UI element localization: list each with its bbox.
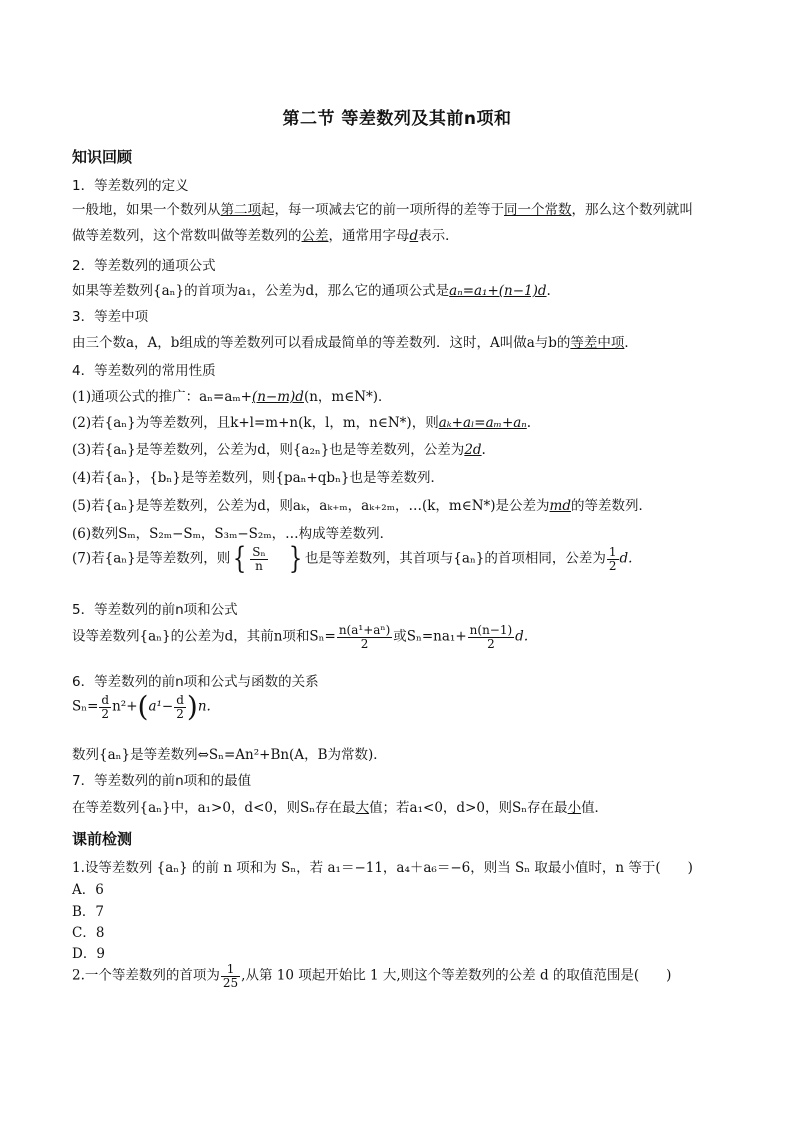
s3-line: 由三个数a，A，b组成的等差数列可以看成最简单的等差数列．这时，A叫做a与b的等差中项． <box>72 335 638 351</box>
s6-formula: Sₙ= $\frac{d}{2}$ n²+(a¹− $\frac{d}{2}$ )n. <box>72 690 211 723</box>
general-term-formula: aₙ=a₁+(n−1)d <box>449 283 547 299</box>
s2-title: 2．等差数列的通项公式 <box>72 258 216 274</box>
question-1-stem: 1.设等差数列 {aₙ} 的前 n 项和为 Sₙ，若 a₁＝−11，a₄＋a₆＝−6，则当 Sₙ 取最小值时，n 等于( ) <box>72 860 693 876</box>
s1-line2: 做等差数列，这个常数叫做等差数列的公差，通常用字母d表示． <box>72 228 459 244</box>
s1-line1: 一般地，如果一个数列从第二项起，每一项减去它的前一项所得的差等于同一个常数，那么这个数列就叫 <box>72 202 693 218</box>
s5-line: 设等差数列{aₙ}的公差为d，其前n项和Sₙ= $\frac{\text{n(a¹+aⁿ)}}{2}$ 或Sₙ=na₁+ $\frac{n(n-1)}{2}$ d. <box>72 623 529 651</box>
s7-line: 在等差数列{aₙ}中，a₁>0，d<0，则Sₙ存在最大值；若a₁<0，d>0，则Sₙ存在最小值． <box>72 800 609 816</box>
s7-title: 7．等差数列的前n项和的最值 <box>72 773 252 789</box>
s6-line2: 数列{aₙ}是等差数列⇔Sₙ=An²+Bn(A，B为常数)． <box>72 747 387 763</box>
s3-title: 3．等差中项 <box>72 309 149 325</box>
s4-p6: (6)数列Sₘ，S₂ₘ−Sₘ，S₃ₘ−S₂ₘ，…构成等差数列． <box>72 526 394 542</box>
s4-title: 4．等差数列的常用性质 <box>72 363 216 379</box>
section-heading-knowledge: 知识回顾 <box>72 148 133 166</box>
s4-p3: (3)若{aₙ}是等差数列，公差为d，则{a₂ₙ}也是等差数列，公差为2d. <box>72 442 486 458</box>
s4-p2: (2)若{aₙ}为等差数列，且k+l=m+n(k，l，m，n∈N*)，则aₖ+aₗ=aₘ+aₙ. <box>72 415 532 431</box>
s1-title: 1．等差数列的定义 <box>72 178 189 194</box>
s4-p5: (5)若{aₙ}是等差数列，公差为d，则aₖ，aₖ₊ₘ，aₖ₊₂ₘ，…(k，m∈N*)是公差为md的等差数列． <box>72 498 652 514</box>
question-1-option-c: C．8 <box>72 925 105 941</box>
s4-p4: (4)若{aₙ}，{bₙ}是等差数列，则{paₙ+qbₙ}也是等差数列． <box>72 470 444 486</box>
s2-line: 如果等差数列{aₙ}的首项为a₁，公差为d，那么它的通项公式是aₙ=a₁+(n−1)d. <box>72 283 551 299</box>
question-1-option-d: D．9 <box>72 946 105 962</box>
question-1-option-a: A．6 <box>72 882 104 898</box>
s6-title: 6．等差数列的前n项和公式与函数的关系 <box>72 674 319 690</box>
question-1-option-b: B．7 <box>72 904 105 920</box>
s4-p1: (1)通项公式的推广：aₙ=aₘ+(n−m)d(n，m∈N*)． <box>72 389 392 405</box>
s4-p7: (7)若{aₙ}是等差数列，则{ $\frac{\text{Sₙ}}{n}$ } 也是等差数列，其首项与{aₙ}的首项相同，公差为 $\frac{1}{2}$ d. <box>72 541 633 576</box>
section-heading-pretest: 课前检测 <box>72 830 133 848</box>
question-2-stem: 2.一个等差数列的首项为 $\frac{1}{25}$ ,从第 10 项起开始比 1 大,则这个等差数列的公差 d 的取值范围是( ) <box>72 962 672 990</box>
page-title: 第二节 等差数列及其前n项和 <box>282 109 512 129</box>
s5-title: 5．等差数列的前n项和公式 <box>72 602 238 618</box>
